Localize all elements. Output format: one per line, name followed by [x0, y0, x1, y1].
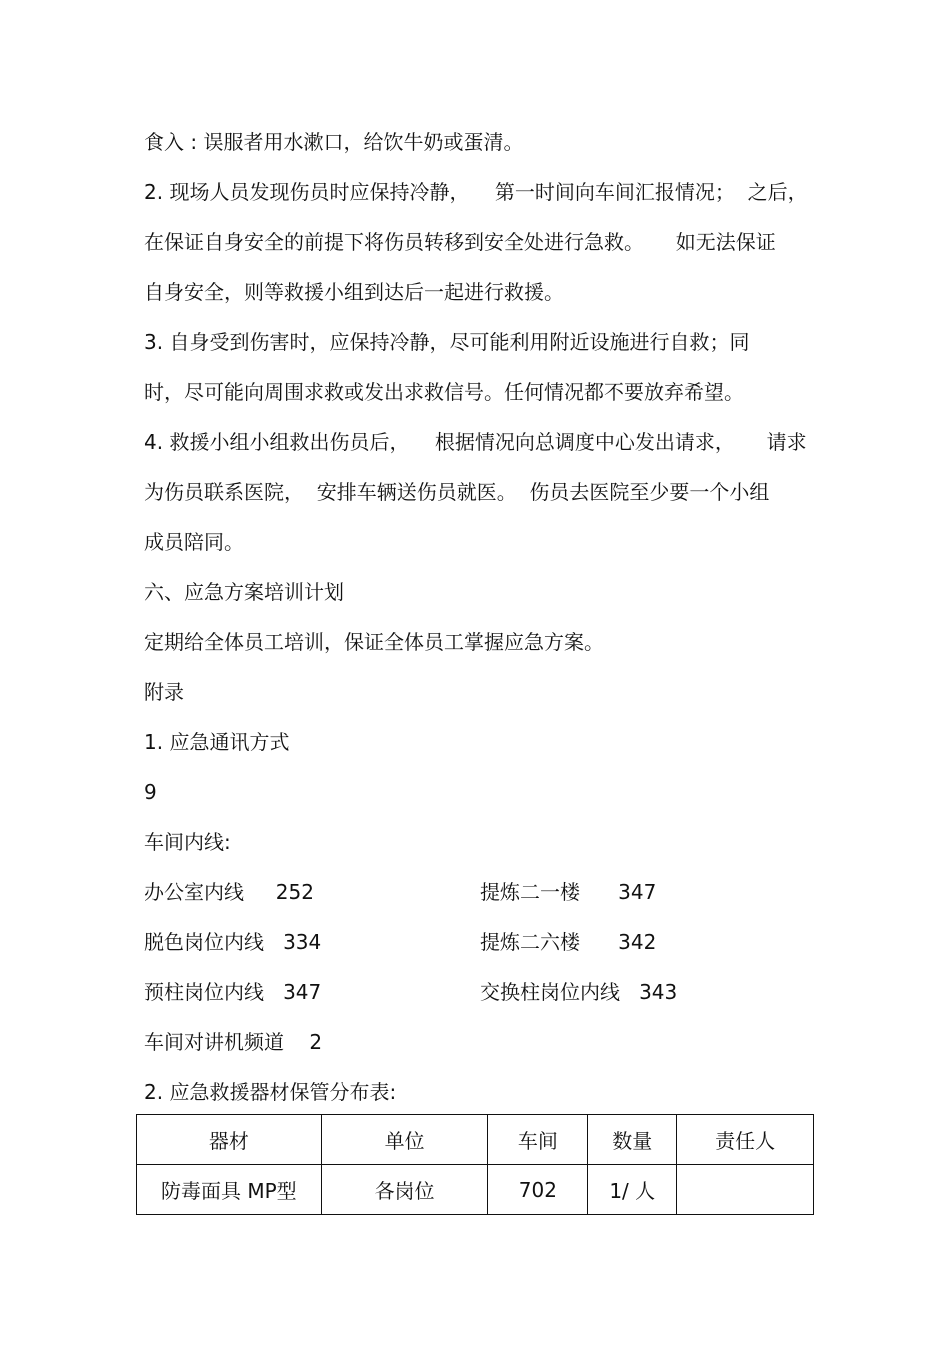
table-cell: 702 — [488, 1165, 588, 1215]
table-cell: 1/ 人 — [588, 1165, 677, 1215]
table-cell: 防毒面具 MP型 — [137, 1165, 322, 1215]
table-cell — [677, 1165, 814, 1215]
phone-refine-2-floor-1: 提炼二一楼 347 — [480, 880, 657, 904]
paragraph-step-3-line-1: 3. 自身受到伤害时，应保持冷静，尽可能利用附近设施进行自救；同 — [144, 330, 750, 354]
phone-office: 办公室内线 252 — [144, 880, 314, 904]
phone-refine-2-floor-6: 提炼二六楼 342 — [480, 930, 657, 954]
table-header-cell: 器材 — [137, 1115, 322, 1165]
equipment-table-title: 2. 应急救援器材保管分布表: — [144, 1080, 397, 1104]
table-row — [137, 1165, 814, 1215]
paragraph-ingestion: 食入 : 误服者用水漱口，给饮牛奶或蛋清。 — [144, 130, 524, 154]
workshop-lines-heading: 车间内线: — [144, 830, 231, 854]
table-cell: 各岗位 — [321, 1165, 488, 1215]
phone-precolumn: 预柱岗位内线 347 — [144, 980, 322, 1004]
phone-decolor: 脱色岗位内线 334 — [144, 930, 322, 954]
paragraph-step-4-line-1: 4. 救援小组小组救出伤员后， 根据情况向总调度中心发出请求， 请求 — [144, 430, 807, 454]
paragraph-step-4-line-3: 成员陪同。 — [144, 530, 244, 554]
appendix-heading: 附录 — [144, 680, 184, 704]
appendix-item-1-heading: 1. 应急通讯方式 — [144, 730, 290, 754]
paragraph-training: 定期给全体员工培训，保证全体员工掌握应急方案。 — [144, 630, 604, 654]
table-header-cell: 数量 — [588, 1115, 677, 1165]
table-header-cell: 单位 — [321, 1115, 488, 1165]
page-number: 9 — [144, 780, 157, 804]
paragraph-step-3-line-2: 时，尽可能向周围求救或发出求救信号。任何情况都不要放弃希望。 — [144, 380, 744, 404]
equipment-table — [136, 1114, 814, 1215]
paragraph-step-2-line-3: 自身安全，则等救援小组到达后一起进行救援。 — [144, 280, 564, 304]
paragraph-step-4-line-2: 为伤员联系医院， 安排车辆送伤员就医。 伤员去医院至少要一个小组 — [144, 480, 770, 504]
paragraph-step-2-line-1: 2. 现场人员发现伤员时应保持冷静， 第一时间向车间汇报情况； 之后， — [144, 180, 808, 204]
phone-exchange-column: 交换柱岗位内线 343 — [480, 980, 678, 1004]
paragraph-step-2-line-2: 在保证自身安全的前提下将伤员转移到安全处进行急救。 如无法保证 — [144, 230, 776, 254]
table-header-cell: 责任人 — [677, 1115, 814, 1165]
intercom-channel: 车间对讲机频道 2 — [144, 1030, 323, 1054]
table-header-cell: 车间 — [488, 1115, 588, 1165]
table-header-row — [137, 1115, 814, 1165]
section-heading-training: 六、应急方案培训计划 — [144, 580, 344, 604]
